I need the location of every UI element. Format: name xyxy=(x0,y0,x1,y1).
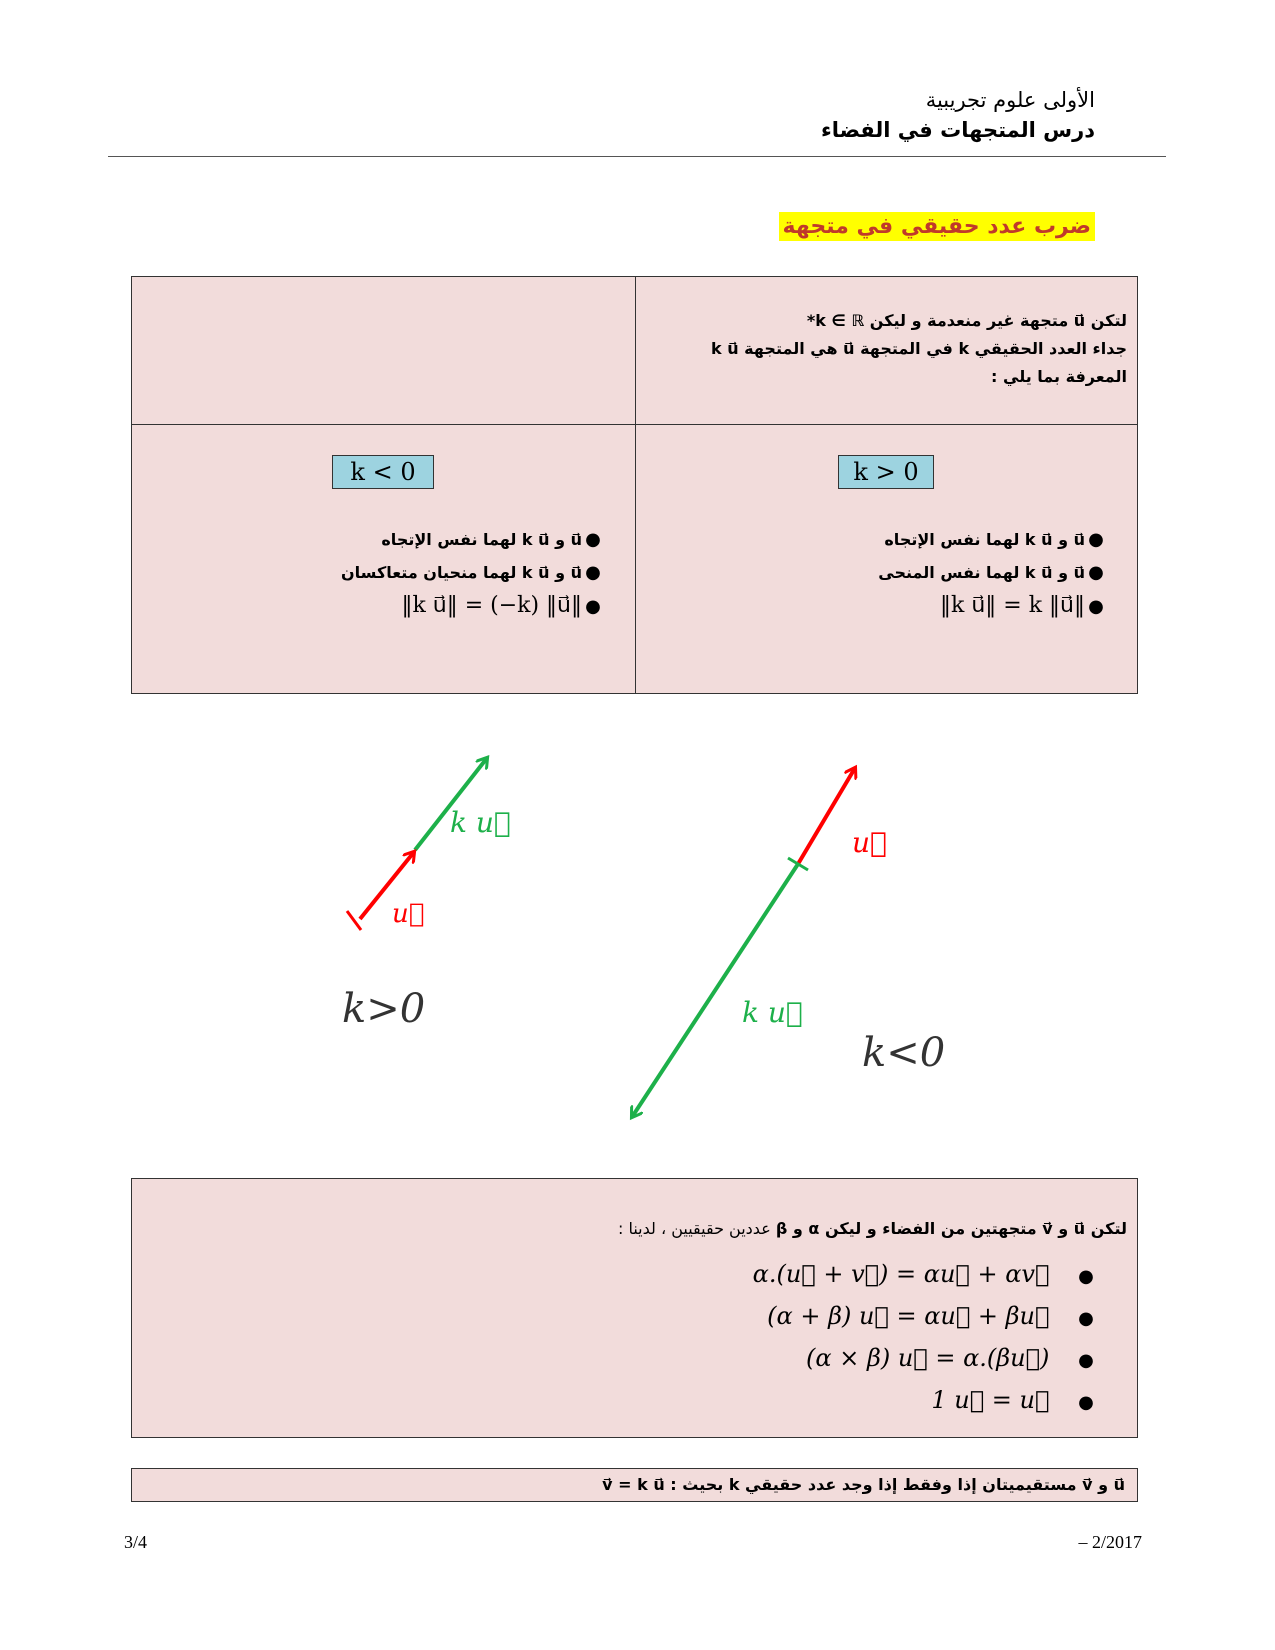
ku-label-right: k u⃗ xyxy=(742,996,803,1029)
list-item: ●u⃗ و k u⃗ لهما نفس المنحى xyxy=(657,556,1107,589)
properties-intro xyxy=(147,1219,1127,1238)
u-label-left: u⃗ xyxy=(392,899,425,929)
definition-table xyxy=(131,276,1138,694)
table-row-divider xyxy=(132,424,1137,425)
bullet-icon: ● xyxy=(1088,596,1104,617)
page-number: 3/4 xyxy=(124,1532,148,1552)
bullet-icon: ● xyxy=(585,529,601,550)
bullet-icon: ● xyxy=(1078,1308,1094,1329)
bullet-icon: ● xyxy=(585,596,601,617)
bullet-icon: ● xyxy=(585,562,601,583)
bullet-icon: ● xyxy=(1078,1266,1094,1287)
list-item: 1 u⃗ = u⃗ ● xyxy=(597,1379,1097,1421)
list-item: α.(u⃗ + v⃗) = αu⃗ + αv⃗ ● xyxy=(597,1253,1097,1295)
k-negative-caption: k<0 xyxy=(862,1030,946,1076)
definition-line-3: المعرفة بما يلي : xyxy=(991,367,1127,386)
properties-intro-bold: لتكن u⃗ و v⃗ متجهتين من الفضاء و ليكن α و β xyxy=(775,1219,1127,1238)
ku-label-left: k u⃗ xyxy=(450,806,511,839)
bullet-icon: ● xyxy=(1088,529,1104,550)
case-positive-list xyxy=(657,523,1107,622)
properties-intro-normal: عددين حقيقيين ، لدينا : xyxy=(617,1219,771,1238)
u-vector-right xyxy=(798,768,855,864)
case-positive-label: k > 0 xyxy=(838,455,934,489)
bullet-icon: ● xyxy=(1078,1392,1094,1413)
list-item: ●‖k u⃗‖ = k ‖u⃗‖ xyxy=(657,589,1107,622)
u-label-right: u⃗ xyxy=(852,826,887,859)
list-item: (α + β) u⃗ = αu⃗ + βu⃗ ● xyxy=(597,1295,1097,1337)
table-column-divider xyxy=(635,277,636,693)
list-item: ●‖k u⃗‖ = (−k) ‖u⃗‖ xyxy=(144,589,604,622)
properties-list xyxy=(597,1253,1097,1421)
vector-figure xyxy=(0,740,1275,1140)
lesson-title: درس المتجهات في الفضاء xyxy=(820,118,1095,142)
list-item: ●u⃗ و k u⃗ لهما نفس الإتجاه xyxy=(657,523,1107,556)
case-negative-label: k < 0 xyxy=(332,455,434,489)
k-positive-caption: k>0 xyxy=(342,986,426,1032)
case-negative-list xyxy=(144,523,604,622)
footer-date: – 2/2017 xyxy=(1078,1532,1142,1552)
definition-text xyxy=(647,307,1127,391)
properties-box xyxy=(131,1178,1138,1438)
u-vector-left-tail xyxy=(347,911,361,930)
collinearity-box xyxy=(131,1468,1138,1502)
list-item: ●u⃗ و k u⃗ لهما نفس الإتجاه xyxy=(144,523,604,556)
list-item: ●u⃗ و k u⃗ لهما منحيان متعاكسان xyxy=(144,556,604,589)
definition-line-2: جداء العدد الحقيقي k في المتجهة u⃗ هي المتجهة k u⃗ xyxy=(710,339,1127,358)
list-item: (α × β) u⃗ = α.(βu⃗) ● xyxy=(597,1337,1097,1379)
bullet-icon: ● xyxy=(1078,1350,1094,1371)
bullet-icon: ● xyxy=(1088,562,1104,583)
definition-line-1: لتكن u⃗ متجهة غير منعدمة و ليكن k ∈ ℝ* xyxy=(806,311,1127,330)
u-vector-right-tail xyxy=(788,858,808,870)
ku-vector-negative xyxy=(632,864,798,1117)
section-title: ضرب عدد حقيقي في متجهة xyxy=(779,212,1095,241)
class-level: الأولى علوم تجريبية xyxy=(925,88,1095,112)
header-divider xyxy=(108,156,1166,157)
collinearity-statement: u⃗ و v⃗ مستقيميتان إذا وفقط إذا وجد عدد حقيقي k بحيث : v⃗ = k u⃗ xyxy=(602,1475,1125,1494)
